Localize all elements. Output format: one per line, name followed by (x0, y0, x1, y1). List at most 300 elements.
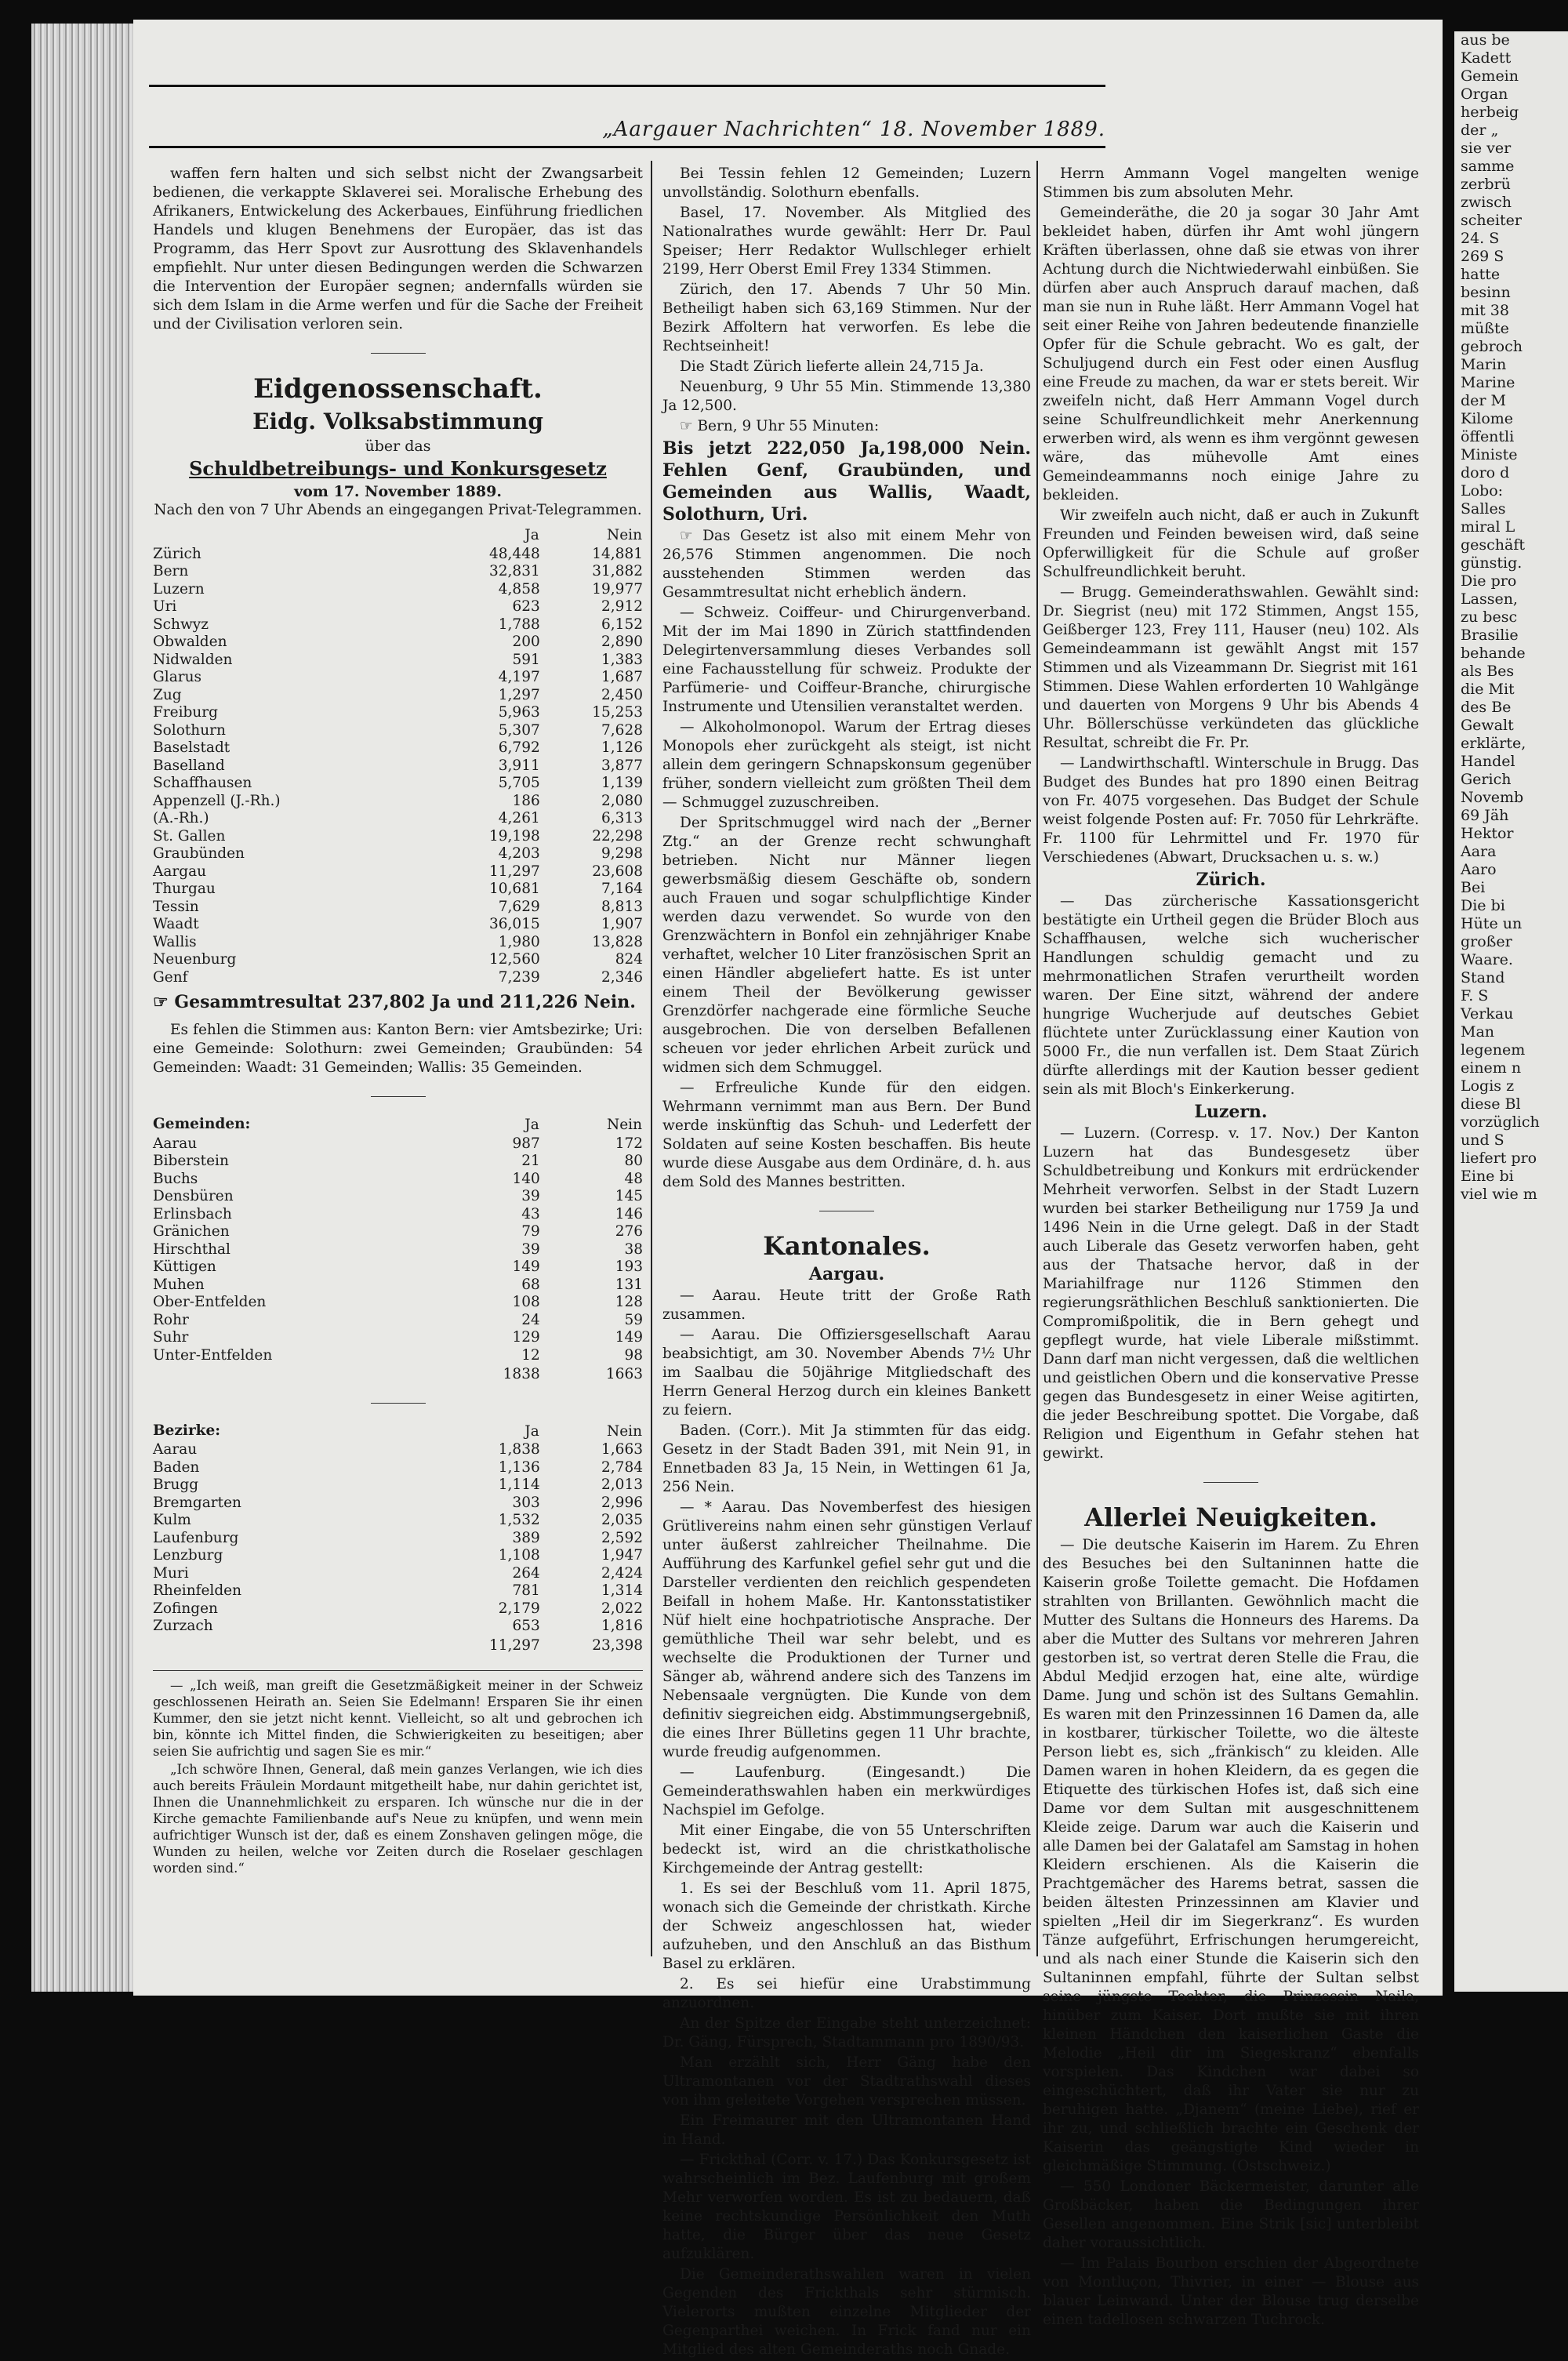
table-row (153, 775, 643, 793)
row-name: (A.-Rh.) (153, 810, 209, 826)
next-page-text-fragment: 269 S (1461, 248, 1504, 265)
row-name: Zug (153, 686, 182, 703)
next-page-text-fragment: Organ (1461, 85, 1508, 103)
zuerich-heading: Zürich. (1196, 870, 1266, 890)
row-nein: 1,126 (601, 739, 643, 756)
row-name: Hirschthal (153, 1240, 230, 1258)
next-page-text-fragment: besinn (1461, 284, 1511, 301)
row-ja: 5,963 (498, 704, 540, 721)
row-nein: 149 (615, 1329, 643, 1346)
next-page-text-fragment: erklärte, (1461, 735, 1526, 752)
next-page-text-fragment: doro d (1461, 464, 1510, 481)
row-ja: 303 (512, 1494, 540, 1511)
next-page-text-fragment: günstig. (1461, 554, 1523, 572)
next-page-text-fragment: viel wie m (1461, 1186, 1537, 1203)
row-nein: 824 (615, 951, 643, 968)
col-header-ja: Ja (524, 1117, 539, 1133)
intro-paragraph: waffen fern halten und sich selbst nicht der Zwangsarbeit bedienen, die verkappte Sklaverei sei. Moralische Erhebung des Afrikaners, Entwickelung des Ackerbaues, Einführung friedlichen Handels und klugen Benehmens der Europäer, das ist das Programm, das Herr Spovt zur Ausrottung des Sklavenhandels empfiehlt. Nur unter diesen Bedingungen werden die Schwarzen die Intervention der Europäer segnen; andernfalls würden sie sich dem Islam in die Arme werfen und für die Sache der Freiheit und der Civilisation verloren sein. (153, 165, 643, 332)
row-nein: 2,035 (601, 1512, 643, 1528)
column-divider (1036, 161, 1038, 1956)
row-nein: 2,022 (601, 1600, 643, 1617)
next-page-text-fragment: zerbrü (1461, 176, 1511, 193)
next-page-text-fragment: diese Bl (1461, 1095, 1521, 1113)
canton-results-table (153, 526, 643, 986)
row-nein: 2,912 (601, 598, 643, 615)
next-page-fragment (1454, 31, 1568, 1992)
row-ja: 5,307 (498, 721, 540, 739)
page-header (149, 118, 1105, 141)
row-nein: 2,784 (601, 1458, 643, 1476)
row-ja: 11,297 (489, 863, 540, 880)
row-ja: 32,831 (489, 563, 540, 579)
next-page-text-fragment: Handel (1461, 753, 1515, 770)
row-name: Lenzburg (153, 1547, 223, 1564)
row-ja: 200 (512, 634, 540, 650)
row-ja: 24 (521, 1311, 540, 1328)
news-paragraph: Die Stadt Zürich lieferte allein 24,715 Ja. (680, 358, 984, 375)
next-page-text-fragment: miral L (1461, 518, 1515, 536)
news-paragraph: Zürich, den 17. Abends 7 Uhr 50 Min. Betheiligt haben sich 63,169 Stimmen. Nur der Bezirk Affoltern hat verworfen. Es lebe die Rechtseinheit! (662, 282, 1031, 354)
row-nein: 15,253 (592, 704, 643, 721)
table-row (153, 1329, 643, 1347)
table-row (153, 581, 643, 599)
table-row (153, 616, 643, 634)
next-page-text-fragment: Aara (1461, 843, 1497, 860)
next-page-text-fragment: des Be (1461, 699, 1512, 716)
news-paragraph: — * Aarau. Das Novemberfest des hiesigen Grütlivereins nahm einen sehr günstigen Verlauf unter äußerst zahlreicher Theilnahme. Die Aufführung des Karfunkel gefiel sehr gut und die Darsteller verdienten den reichlich gespendeten Beifall in hohem Maße. Hr. Kantonsstatistiker Nüf hielt eine hochpatriotische Ansprache. Der gemüthliche Theil war sehr belebt, und es wechselte die Produktionen der Turner und Sänger ab, während andere sich des Tanzens im Nebensaale vergnügten. Die Kunde von dem definitiv siegreichen eidg. Abstimmungsergebniß, die eines Ihrer Bülletins gegen 11 Uhr brachte, wurde freudig aufgenommen. (662, 1499, 1031, 1760)
row-ja: 186 (512, 792, 540, 809)
row-ja: 12 (521, 1346, 540, 1364)
row-nein: 80 (624, 1153, 643, 1169)
row-name: Zurzach (153, 1618, 213, 1634)
table-row (153, 1312, 643, 1330)
row-ja: 129 (512, 1329, 540, 1346)
row-nein: 48 (624, 1170, 643, 1187)
row-ja: 39 (521, 1188, 540, 1204)
table-row (153, 1618, 643, 1636)
row-name: Suhr (153, 1329, 189, 1346)
divider (371, 1096, 426, 1097)
next-page-text-fragment: müßte (1461, 320, 1509, 337)
row-nein: 7,164 (601, 881, 643, 897)
row-nein: 19,977 (592, 580, 643, 598)
row-name: Graubünden (153, 845, 245, 862)
row-nein: 1,907 (601, 916, 643, 932)
row-ja: 1,136 (498, 1458, 540, 1476)
publication-name: „Aargauer Nachrichten“ (602, 118, 873, 141)
news-paragraph: Wir zweifeln auch nicht, daß er auch in Zukunft Freunden und Feinden beweisen wird, daß seine Opferwilligkeit für die Schule auf großer Schulfreundlichkeit beruht. (1043, 507, 1419, 580)
feuilleton-footnote (153, 1670, 643, 1876)
row-nein: 2,890 (601, 634, 643, 650)
row-nein: 13,828 (592, 933, 643, 950)
next-page-text-fragment: Verkau (1461, 1005, 1514, 1022)
row-name: Schwyz (153, 616, 209, 633)
news-paragraph: Ein Freimaurer mit den Ultramontanen Hand in Hand. (662, 2112, 1031, 2148)
law-title: Schuldbetreibungs- und Konkursgesetz (189, 457, 607, 480)
next-page-text-fragment: 24. S (1461, 230, 1500, 247)
row-name: St. Gallen (153, 827, 226, 845)
row-ja: 4,858 (498, 580, 540, 598)
news-paragraph: — Die deutsche Kaiserin im Harem. Zu Ehren des Besuches bei den Sultaninnen hatte die Kaiserin große Toilette gemacht. Die Hofdamen strahlten von Brillanten. Gewöhnlich macht die Mutter des Sultans die Honneurs des Harems. Da aber die Mutter des Sultans vor mehreren Jahren gestorben ist, so vertrat deren Stelle die Frau, die Abdul Medjid erzogen hat, eine alte, würdige Dame. Jung und schön ist des Sultans Gemahlin. Es waren mit den Prinzessinnen 16 Damen da, alle in kostbarer, türkischer Toilette, wo die älteste Person liebt es, sich „fränkisch“ zu kleiden. Alle Damen waren in hohen Kleidern, da es gegen die Etiquette des türkischen Hofes ist, daß sich eine Dame vor dem Sultan mit ausgeschnittenem Kleide zeige. Darum war auch die Kaiserin und alle Damen bei der Galatafel am Samstag in hohen Kleidern erschienen. Als die Kaiserin die Prachtgemächer des Harems betrat, sassen die beiden ältesten Prinzessinnen am Klavier und spielten „Heil dir im Siegerkranz“. Es wurden Tänze aufgeführt, Erfrischungen herumgereicht, und als nach einer Stunde die Kaiserin sich den Sultaninnen empfahl, führte der Sultan selbst seine jüngste Tochter, die Prinzessin Naila, hinüber zum Kaiser. Dort mußte sie mit ihren kleinen Händchen den kaiserlichen Gaste die Melodie „Heil dir im Siegeskranz“ ebenfalls vorspielen. Das Kindchen war dabei so eingeschüchtert, daß ihr Vater sie nur zu beruhigen hatte. „Djanem“ (meine Liebe), rief er ihr zu, und schließlich brachte ein Geschenk der Kaiserin das geängstigte Kind wieder in gleichmäßige Stimmung. (Ostschweiz.) (1043, 1537, 1419, 2174)
row-ja: 6,792 (498, 739, 540, 756)
row-name: Bremgarten (153, 1494, 241, 1511)
row-name: Ober-Entfelden (153, 1294, 267, 1310)
row-ja: 781 (512, 1582, 540, 1599)
next-page-text-fragment: Man (1461, 1023, 1495, 1041)
row-nein: 1,816 (601, 1618, 643, 1634)
missing-votes: Es fehlen die Stimmen aus: Kanton Bern: vier Amtsbezirke; Uri: eine Gemeinde: Solothurn: zwei Gemeinden; Graubünden: 54 Gemeinden: Waadt: 31 Gemeinden; Wallis: 35 Gemeinden. (153, 1022, 643, 1076)
news-paragraph: — Landwirthschaftl. Winterschule in Brugg. Das Budget des Bundes hat pro 1890 einen Beitrag von Fr. 4075 vorgesehen. Das Budget der Schule weist folgende Posten auf: Fr. 7050 für Lehrkräfte. Fr. 1100 für Lehrmittel und Fr. 1970 für Verschiedenes (Abwart, Drucksachen u. s. w.) (1043, 755, 1419, 866)
next-page-text-fragment: legenem (1461, 1041, 1526, 1059)
next-page-text-fragment: als Bes (1461, 663, 1515, 680)
divider (371, 353, 426, 354)
row-ja: 21 (521, 1153, 540, 1169)
next-page-text-fragment: die Mit (1461, 681, 1515, 698)
row-ja: 4,197 (498, 669, 540, 685)
table-row (153, 810, 643, 828)
row-name: Genf (153, 968, 188, 986)
next-page-text-fragment: Marin (1461, 356, 1507, 373)
row-ja: 1,788 (498, 616, 540, 633)
allerlei-title: Allerlei Neuigkeiten. (1084, 1502, 1377, 1532)
table-row (153, 1530, 643, 1548)
row-nein: 1,139 (601, 775, 643, 791)
section-title: Eidgenossenschaft. (253, 373, 543, 405)
col-header-ja: Ja (524, 1422, 539, 1440)
row-nein: 2,592 (601, 1529, 643, 1546)
row-name: Bern (153, 563, 189, 579)
row-ja: 1,108 (498, 1547, 540, 1564)
table-row (153, 1171, 643, 1189)
article-title: Eidg. Volksabstimmung (252, 409, 543, 434)
next-page-text-fragment: Lassen, (1461, 590, 1518, 608)
row-ja: 3,911 (498, 757, 540, 774)
table-row (153, 704, 643, 722)
row-nein: 7,628 (601, 721, 643, 739)
row-name: Laufenburg (153, 1529, 239, 1546)
news-paragraph: — Alkoholmonopol. Warum der Ertrag dieses Monopols eher zurückgeht als steigt, ist nicht allein dem geringern Schnapskonsum gegenüber früher, sondern vielleicht zum größten Theil dem — Schmuggel zuzuschreiben. (662, 719, 1031, 811)
next-page-text-fragment: Waare. (1461, 951, 1513, 968)
next-page-text-fragment: F. S (1461, 987, 1489, 1004)
row-nein: 2,346 (601, 968, 643, 986)
row-nein: 1,383 (601, 651, 643, 668)
next-page-text-fragment: hatte (1461, 266, 1501, 283)
row-ja: 140 (512, 1170, 540, 1187)
row-name: Unter-Entfelden (153, 1346, 273, 1364)
news-paragraph: An der Spitze der Eingabe steht unterzeichnet: Dr. Gäng, Fürsprech, Stadtammann pro 1890/93. (662, 2015, 1031, 2050)
row-ja: 19,198 (489, 827, 540, 845)
bern-telegram-result: Bis jetzt 222,050 Ja,198,000 Nein. Fehlen Genf, Graubünden, und Gemeinden aus Wallis, Waadt, Solothurn, Uri. (662, 438, 1031, 525)
table-row (153, 1495, 643, 1513)
news-paragraph: — Frickthal (Corr. v. 17.) Das Konkursgesetz ist wahrscheinlich im Bez. Laufenburg mit großem Mehr verworfen worden. Es ist zu bedauern, daß keine rechtskundige Persönlichkeit den Muth hatte, die Bürger über das neue Gesetz aufzuklären. (662, 2152, 1031, 2262)
column-divider (651, 161, 652, 1956)
news-paragraph: Neuenburg, 9 Uhr 55 Min. Stimmende 13,380 Ja 12,500. (662, 379, 1031, 414)
row-name: Kulm (153, 1512, 191, 1528)
news-paragraph: — Luzern. (Corresp. v. 17. Nov.) Der Kanton Luzern hat das Bundesgesetz über Schuldbetreibung und Konkurs mit erdrückender Mehrheit verworfen. Selbst in der Stadt Luzern wurden bei starker Betheiligung nur 1759 Ja und 1496 Nein in die Urne gelegt. Daß in der Stadt auch Liberale das Gesetz verworfen haben, geht aus der Thatsache hervor, daß in der Mariahilfrage nur 1126 Stimmen den regierungsräthlichen Beschluß sanktionierten. Die Compromißpolitik, die in Bern gehegt und gepflegt wurde, hat viele Liberale mißstimmt. Dann darf man nicht vergessen, daß die weltlichen und geistlichen Obern und die konservative Presse gegen das Bundesgesetz in einer Weise agitirten, die jeder Beschreibung spottet. Die Vorgabe, daß Religion und Eigenthum in Gefahr stehen hat gewirkt. (1043, 1125, 1419, 1462)
news-paragraph: — Aarau. Die Offiziersgesellschaft Aarau beabsichtigt, am 30. November Abends 7½ Uhr im Saalbau die 50jährige Mitgliedschaft des Herrn General Herzog durch ein kleines Bankett zu feiern. (662, 1327, 1031, 1418)
table-row (153, 563, 643, 581)
row-nein: 2,424 (601, 1564, 643, 1582)
luzern-heading: Luzern. (1194, 1102, 1268, 1122)
row-nein: 22,298 (592, 827, 643, 845)
header-rule-bottom (149, 146, 1105, 148)
table-row (153, 1241, 643, 1259)
next-page-text-fragment: Die pro (1461, 572, 1517, 590)
row-nein: 3,877 (601, 757, 643, 774)
row-name: Solothurn (153, 721, 226, 739)
row-ja: 4,261 (498, 810, 540, 826)
total-result: ☞ Gesammtresultat 237,802 Ja und 211,226 Nein. (153, 992, 636, 1012)
news-paragraph: — 550 Londoner Bäckermeister, darunter alle Großbäcker, haben die Bedingungen ihrer Gesellen angenommen. Eine Strik [sic] unterbleibt daher voraussichtlich. (1043, 2178, 1419, 2251)
row-ja: 623 (512, 598, 540, 615)
row-nein: 172 (615, 1135, 643, 1152)
aargau-heading: Aargau. (808, 1264, 885, 1284)
table-row (153, 687, 643, 705)
table-row (153, 669, 643, 687)
table-row (153, 828, 643, 846)
next-page-text-fragment: Kilome (1461, 410, 1514, 427)
news-paragraph: Basel, 17. November. Als Mitglied des Nationalrathes wurde gewählt: Herr Dr. Paul Speiser; Herr Redaktor Wullschleger erhielt 2199, Herr Oberst Emil Frey 1334 Stimmen. (662, 205, 1031, 278)
table-row (153, 951, 643, 969)
news-paragraph: — Brugg. Gemeinderathswahlen. Gewählt sind: Dr. Siegrist (neu) mit 172 Stimmen, Angst 155, Geißberger 123, Frey 111, Hauser (neu) 102. Als Gemeindeammann ist gewählt Angst mit 157 Stimmen und als Vizeammann Dr. Siegrist mit 161 Stimmen. Diese Wahlen erforderten 10 Wahlgänge und dauerten von Morgens 9 Uhr bis Abends 4 Uhr. Böllerschüsse verkündeten das glückliche Resultat, schreibt die Fr. Pr. (1043, 584, 1419, 751)
row-ja: 43 (521, 1205, 540, 1222)
row-nein: 2,013 (601, 1477, 643, 1493)
table-row (153, 863, 643, 881)
next-page-text-fragment: Marine (1461, 374, 1515, 391)
table-row (153, 1259, 643, 1277)
table-row (153, 1477, 643, 1495)
column-2 (662, 165, 1031, 2361)
row-name: Erlinsbach (153, 1205, 232, 1222)
row-ja: 108 (512, 1294, 540, 1310)
article-subtitle: über das (365, 438, 431, 455)
row-name: Baden (153, 1458, 200, 1476)
row-nein: 6,313 (601, 810, 643, 826)
next-page-text-fragment: Hektor (1461, 825, 1514, 842)
row-ja: 7,629 (498, 898, 540, 915)
news-paragraph: Herrn Ammann Vogel mangelten wenige Stimmen bis zum absoluten Mehr. (1043, 165, 1419, 201)
row-ja: 7,239 (498, 968, 540, 986)
next-page-text-fragment: mit 38 (1461, 302, 1509, 319)
next-page-text-fragment: vorzüglich (1461, 1113, 1540, 1131)
table-row (153, 899, 643, 917)
bezirke-table (153, 1422, 643, 1655)
next-page-text-fragment: Die bi (1461, 897, 1505, 914)
next-page-text-fragment: aus be (1461, 31, 1510, 49)
row-name: Appenzell (J.-Rh.) (153, 792, 281, 809)
next-page-text-fragment: Kadett (1461, 49, 1512, 67)
row-ja: 1,980 (498, 933, 540, 950)
row-name: Biberstein (153, 1153, 229, 1169)
table-row (153, 881, 643, 899)
kantonales-title: Kantonales. (763, 1231, 931, 1261)
next-page-text-fragment: Salles (1461, 500, 1506, 518)
row-nein: 14,881 (592, 545, 643, 562)
row-ja: 48,448 (489, 545, 540, 562)
row-name: Waadt (153, 916, 199, 932)
row-nein: 98 (624, 1346, 643, 1364)
row-name: Aarau (153, 1441, 198, 1458)
table-row (153, 598, 643, 616)
header-rule-top (149, 85, 1105, 87)
row-nein: 145 (615, 1188, 643, 1204)
next-page-text-fragment: herbeig (1461, 104, 1519, 121)
row-nein: 9,298 (601, 845, 643, 862)
row-ja: 10,681 (489, 881, 540, 897)
next-page-text-fragment: Gemein (1461, 67, 1519, 85)
table-row (153, 1441, 643, 1459)
next-page-text-fragment: Bei (1461, 879, 1486, 896)
bezirke-total-nein: 23,398 (592, 1636, 643, 1654)
news-paragraph: Der Spritschmuggel wird nach der „Berner Ztg.“ an der Grenze recht schwunghaft betrieben. Nicht nur Männer liegen gewerbsmäßig diesem Geschäfte ob, sondern auch Frauen und sogar schulpflichtige Kinder werden dazu verwendet. So wurde von den Grenzwächtern in Bonfol ein zehnjähriger Knabe verhaftet, welcher 10 Liter französischen Sprit an einen Händler abgeliefert hatte. Es ist unter einem Theil der Bevölkerung gewisser Grenzdörfer nachgerade eine förmliche Seuche ausgebrochen. Die von derselben Befallenen scheuen vor jeder ehrlichen Arbeit zurück und widmen sich dem Schmuggel. (662, 815, 1031, 1076)
gemeinden-table (153, 1116, 643, 1384)
table-row (153, 1223, 643, 1241)
row-nein: 1,314 (601, 1582, 643, 1599)
table-row (153, 916, 643, 934)
next-page-text-fragment: der M (1461, 392, 1506, 409)
news-paragraph: 1. Es sei der Beschluß vom 11. April 1875, wonach sich die Gemeinde der christkath. Kirche der Schweiz angeschlossen hat, wieder aufzuheben, und den Anschluß an das Bisthum Basel zu erklären. (662, 1880, 1031, 1972)
next-page-text-fragment: zu besc (1461, 608, 1518, 626)
table-row (153, 546, 643, 564)
news-paragraph: Gemeinderäthe, die 20 ja sogar 30 Jahr Amt bekleidet haben, dürfen ihr Amt wohl jüngern Kräften überlassen, ohne daß sie etwas von ihrer Achtung durch die Nichtwiederwahl einbüßen. Sie dürfen aber auch Anspruch darauf machen, daß man sie nun in Ruhe läßt. Herr Ammann Vogel hat seit einer Reihe von Jahren bedeutende finanzielle Opfer für die Schule gebracht. Wo es galt, der Schuljugend durch ein Fest oder einen Ausflug eine Freude zu machen, da war er stets bereit. Wir zweifeln nicht, daß Herr Ammann Vogel durch seine Schulfreundlichkeit mehr Anerkennung erwerben wird, als wenn es ihm vergönnt gewesen wäre, das mühevolle Amt eines Gemeindeammanns noch einige Jahre zu bekleiden. (1043, 205, 1419, 503)
table-row (153, 1565, 643, 1583)
row-nein: 1,687 (601, 669, 643, 685)
next-page-text-fragment: geschäft (1461, 536, 1526, 554)
table-row (153, 934, 643, 952)
next-page-text-fragment: und S (1461, 1131, 1504, 1149)
next-page-text-fragment: Aaro (1461, 861, 1497, 878)
gemeinden-total-ja: 1838 (503, 1366, 540, 1382)
row-name: Schaffhausen (153, 775, 252, 791)
row-nein: 38 (624, 1240, 643, 1258)
row-ja: 79 (521, 1223, 540, 1240)
next-page-text-fragment: samme (1461, 158, 1515, 175)
next-page-text-fragment: Logis z (1461, 1077, 1515, 1095)
col-header-nein: Nein (607, 1422, 642, 1440)
row-nein: 146 (615, 1205, 643, 1222)
row-name: Baselland (153, 757, 225, 774)
book-page-edges (31, 24, 141, 1992)
row-ja: 5,705 (498, 775, 540, 791)
row-ja: 1,297 (498, 686, 540, 703)
row-nein: 1,947 (601, 1547, 643, 1564)
row-ja: 264 (512, 1564, 540, 1582)
next-page-text-fragment: behande (1461, 645, 1526, 662)
next-page-text-fragment: Lobo: (1461, 482, 1504, 499)
table-row (153, 1459, 643, 1477)
next-page-text-fragment: Gerich (1461, 771, 1512, 788)
row-ja: 389 (512, 1529, 540, 1546)
row-nein: 1,663 (601, 1441, 643, 1458)
row-ja: 4,203 (498, 845, 540, 862)
news-paragraph: — Im Palais Bourbon erschien der Abgeordnete von Montluçon, Thivrier, in einer — Blouse aus blauer Leinwand. Unter der Blouse trug derselbe einen tadellosen schwarzen Tuchrock. (1043, 2255, 1419, 2328)
news-paragraph: — Das zürcherische Kassationsgericht bestätigte ein Urtheil gegen die Brüder Bloch aus Schaffhausen, welche sich wucherischer Handlungen schuldig gemacht und zu mehrmonatlichen Strafen verurtheilt worden waren. Der Eine sitzt, während der andere hungrige Wucherjude auf deutsches Gebiet flüchtete unter Zurücklassung einer Kaution von 5000 Fr., die nun verfallen ist. Dem Staat Zürich dürfte allerdings mit der Kaution besser gedient sein als mit Bloch's Einkerkerung. (1043, 893, 1419, 1098)
row-ja: 1,838 (498, 1441, 540, 1458)
table-row (153, 1277, 643, 1295)
table-row (153, 722, 643, 740)
table-row (153, 969, 643, 987)
table-row (153, 1582, 643, 1600)
divider (371, 1403, 426, 1404)
row-nein: 193 (615, 1259, 643, 1275)
row-name: Aargau (153, 863, 207, 880)
row-nein: 31,882 (592, 563, 643, 579)
table-row (153, 1294, 643, 1312)
next-page-text-fragment: Eine bi (1461, 1168, 1514, 1185)
row-name: Baselstadt (153, 739, 230, 756)
column-3 (1043, 165, 1419, 2331)
next-page-text-fragment: Novemb (1461, 789, 1524, 806)
issue-date: 18. November 1889. (880, 118, 1105, 141)
row-name: Tessin (153, 898, 199, 915)
table-row (153, 1512, 643, 1530)
row-name: Thurgau (153, 881, 216, 897)
next-page-text-fragment: Hüte un (1461, 915, 1523, 932)
row-name: Luzern (153, 580, 205, 598)
row-ja: 68 (521, 1276, 540, 1293)
table-row (153, 793, 643, 811)
news-paragraph: — Erfreuliche Kunde für den eidgen. Wehrmann vernimmt man aus Bern. Der Bund werde inskünftig das Schuh- und Lederfett der Soldaten auf seine Kosten beschaffen. Bis heute wurde diese Ausgabe aus dem Ordinäre, d. h. aus dem Sold des Mannes bestritten. (662, 1080, 1031, 1190)
table-row (153, 1547, 643, 1565)
col-header-nein: Nein (607, 527, 642, 543)
row-name: Neuenburg (153, 951, 237, 968)
table-row (153, 845, 643, 863)
table-row (153, 1347, 643, 1365)
news-paragraph: — Schweiz. Coiffeur- und Chirurgenverband. Mit der im Mai 1890 in Zürich stattfindenden Delegirtenversammlung dieses Verbandes soll eine Fachausstellung für schweiz. Produkte der Parfümerie- und Coiffeur-Branche, chirurgische Instrumente und Utensilien veranstaltet werden. (662, 605, 1031, 715)
row-name: Gränichen (153, 1223, 230, 1240)
row-ja: 987 (512, 1135, 540, 1152)
row-name: Brugg (153, 1477, 199, 1493)
next-page-text-fragment: Ministe (1461, 446, 1518, 463)
row-name: Küttigen (153, 1259, 216, 1275)
next-page-text-fragment: großer (1461, 933, 1512, 950)
row-ja: 1,114 (498, 1477, 540, 1493)
row-nein: 2,996 (601, 1494, 643, 1511)
bezirke-heading: Bezirke: (153, 1422, 221, 1439)
row-name: Freiburg (153, 704, 218, 721)
row-name: Aarau (153, 1135, 198, 1152)
row-nein: 59 (624, 1311, 643, 1328)
table-row (153, 1206, 643, 1224)
next-page-text-fragment: zwisch (1461, 194, 1512, 211)
row-nein: 8,813 (601, 898, 643, 915)
row-name: Zofingen (153, 1600, 218, 1617)
table-row (153, 1188, 643, 1206)
row-name: Densbüren (153, 1188, 234, 1204)
news-paragraph: Die Gemeinderathswahlen waren in vielen Gegenden des Frickthals sehr stürmisch. Vielerorts mußten einzelne Mitglieder der Gegenparthei weichen. In Frick fand nur ein Mitglied des alten Gemeinderaths noch Gnade. (662, 2266, 1031, 2358)
table-row (153, 634, 643, 652)
row-name: Nidwalden (153, 651, 233, 668)
source-note: Nach den von 7 Uhr Abends an eingegangen Privat-Telegrammen. (154, 502, 642, 518)
next-page-text-fragment: scheiter (1461, 212, 1522, 229)
next-page-text-fragment: gebroch (1461, 338, 1523, 355)
row-name: Zürich (153, 545, 201, 562)
row-nein: 2,080 (601, 792, 643, 809)
col-header-ja: Ja (524, 527, 539, 543)
row-name: Glarus (153, 669, 201, 685)
row-ja: 39 (521, 1240, 540, 1258)
next-page-text-fragment: Stand (1461, 969, 1505, 986)
table-row (153, 757, 643, 775)
footnote-paragraph: „Ich schwöre Ihnen, General, daß mein ganzes Verlangen, wie ich dies auch bereits Fräulein Mordaunt mitgetheilt habe, nur dahin gerichtet ist, Ihnen die Unannehmlichkeit zu ersparen. Ich wünsche nur die in der Kirche gemachte Familienbande auf's Neue zu knüpfen, und wenn mein aufrichtiger Wunsch ist der, daß es einem Zonshaven gelingen möge, die Wunden zu heilen, welche vor Zeiten durch die Roselaer geschlagen worden sind.“ (153, 1762, 643, 1876)
vote-date: vom 17. November 1889. (294, 483, 502, 500)
row-nein: 23,608 (592, 863, 643, 880)
row-ja: 36,015 (489, 916, 540, 932)
table-row (153, 652, 643, 670)
row-nein: 2,450 (601, 686, 643, 703)
next-page-text-fragment: Gewalt (1461, 717, 1514, 734)
news-paragraph: — Aarau. Heute tritt der Große Rath zusammen. (662, 1288, 1031, 1323)
